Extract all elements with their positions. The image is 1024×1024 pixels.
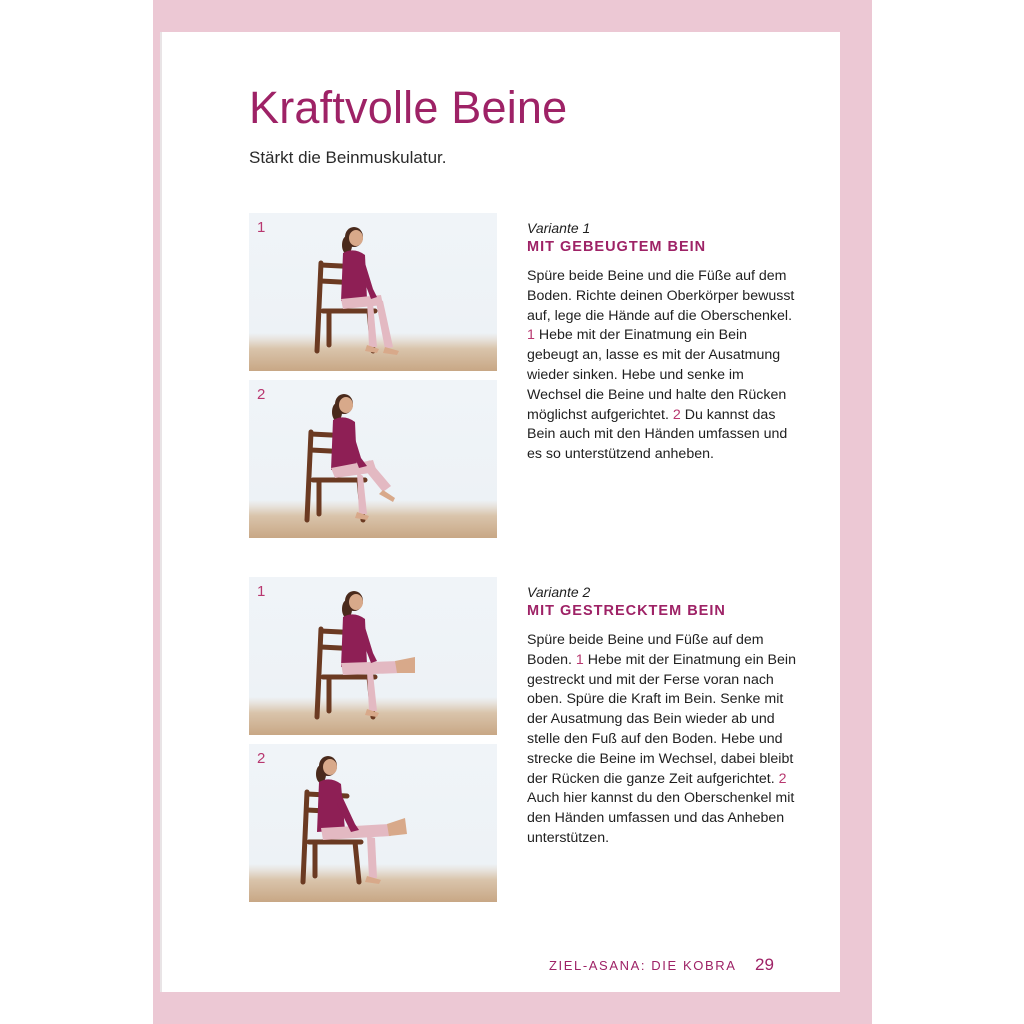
page-subtitle: Stärkt die Beinmuskulatur. [249,148,447,167]
woman-figure [316,756,407,884]
step-number-ref: 1 [527,327,535,344]
woman-figure [341,591,415,717]
variant-instructions [527,267,797,465]
variant-label: Variante 1 [527,220,591,236]
photo-variant1-step2 [249,380,497,538]
page-spine-edge [160,32,162,992]
step-number-ref: 2 [672,406,681,423]
photo-step-number: 2 [257,386,266,403]
variant-heading: MIT GESTRECKTEM BEIN [527,603,726,619]
photo-variant2-step1 [249,577,497,735]
variant-heading: MIT GEBEUGTEM BEIN [527,239,707,255]
photo-step-number: 1 [257,583,266,600]
step-number-ref: 2 [778,770,787,787]
woman-figure [341,227,399,355]
step-number-ref: 1 [575,651,584,668]
instruction-text: Auch hier kannst du den Oberschenkel mit den Händen umfassen und das Anheben unterstützen. [527,790,795,846]
instruction-text: Hebe mit der Einatmung ein Bein gestreckt und mit der Ferse voran nach oben. Spüre die Kraft im Bein. Senke mit der Ausatmung das Bein wieder ab und stelle den Fuß auf den Boden. Hebe und strecke die Beine im Wechsel, dabei bleibt der Rücken die ganze Zeit aufgerichtet. [527,651,796,787]
variant-2-section [527,583,797,849]
photo-step-number: 1 [257,219,266,236]
instruction-text: Hebe mit der Einatmung ein Bein gebeugt an, lasse es mit der Ausatmung wieder sinken. Hebe und senke im Wechsel die Beine und halte den Rücken möglichst aufgerichtet. [527,327,787,423]
variant-1-section [527,219,797,465]
instruction-text: Spüre beide Beine und Füße auf dem Boden. [527,632,764,668]
variant-instructions [527,631,797,849]
photo-variant2-step2 [249,744,497,902]
running-footer: ZIEL-ASANA: DIE KOBRA [549,958,737,973]
photo-variant1-step1 [249,213,497,371]
instruction-text: Du kannst das Bein auch mit den Händen umfassen und es so unterstützend anheben. [527,406,788,463]
page-number: 29 [755,955,774,974]
photo-step-number: 2 [257,750,266,767]
instruction-text: Spüre beide Beine und die Füße auf dem Boden. Richte deinen Oberkörper bewusst auf, lege die Hände auf die Oberschenkel. [527,268,795,324]
variant-label: Variante 2 [527,584,591,600]
woman-figure [331,394,395,520]
page-title: Kraftvolle Beine [249,82,568,133]
